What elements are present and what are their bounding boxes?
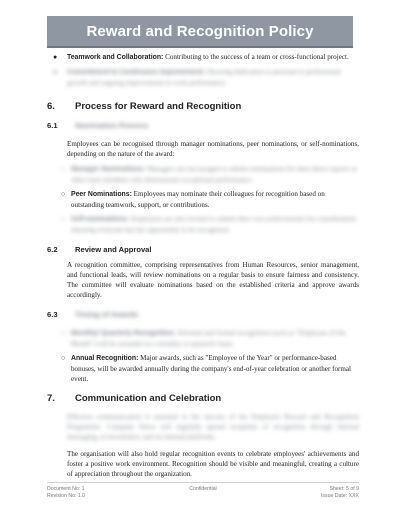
header-bar: [47, 16, 353, 48]
bullet-icon: ●: [53, 68, 58, 76]
subsection-title: Review and Approval: [75, 245, 152, 254]
section-number: 7.: [47, 393, 55, 404]
paragraph: A recognition committee, comprising representatives from Human Resources, senior management, and functional leads, will review nominations on a regular basis to ensure fairness and consistency. The committee will evaluate nominations based on the established criteria and approve awards accordingly.: [67, 261, 359, 299]
list-item: [61, 214, 359, 235]
issue-date: Issue Date: XXX: [320, 493, 359, 499]
subsection-title: Timing of Awards: [75, 310, 139, 319]
bullet-title: Teamwork and Collaboration:: [67, 54, 164, 61]
list-item: [47, 52, 359, 63]
sheet-number: Sheet: 5 of 9: [329, 486, 359, 492]
subsection-number: 6.2: [47, 245, 58, 254]
bullet-title: Monthly/ Quarterly Recognition:: [71, 330, 176, 337]
paragraph: The organisation will also hold regular recognition events to celebrate employees' achievements and foster a positive work environment. Recognition should be visible and meaningful, creating a culture of appreciation throughout the organization.: [67, 450, 359, 478]
bullet-icon: ○: [61, 215, 66, 223]
bullet-text: Managers are encouraged to submit nominations for their direct reports or other team members who demonstrate exceptional performance.: [71, 165, 358, 184]
subsection-title: Nomination Process: [75, 121, 149, 130]
list-item: [61, 164, 359, 185]
bullet-icon: ○: [61, 190, 66, 198]
subsection-number: 6.3: [47, 310, 58, 319]
subsection-heading: [47, 121, 359, 131]
paragraph: Employees can be recognised through manager nominations, peer nominations, or self-nominations, depending on the nature of the award:: [67, 140, 359, 158]
bullet-text: Informal and formal recognition (such as "Employee of the Month") will be awarded on a monthly or quarterly basis.: [71, 329, 346, 348]
page-footer: [47, 482, 359, 500]
revision-number: Revision No: 1.0: [47, 493, 86, 499]
bullet-text: Employees are also invited to submit their own achievements for consideration, ensuring everyone has the opportunity to be recognised.: [71, 215, 357, 234]
section-heading: [47, 394, 359, 404]
bullet-icon: ○: [61, 329, 66, 337]
document-content: [47, 50, 359, 483]
bullet-icon: ○: [61, 354, 66, 362]
bullet-title: Manager Nominations:: [71, 166, 146, 173]
footer-right: [321, 486, 359, 500]
bullet-title: Self-nominations:: [71, 216, 130, 223]
list-item: [61, 189, 359, 210]
bullet-text: Contributing to the success of a team or cross-functional project.: [165, 53, 349, 61]
list-item: [61, 328, 359, 349]
bullet-title: Annual Recognition:: [71, 355, 139, 362]
subsection-heading: [47, 245, 359, 255]
paragraph: Effective communication is essential to the success of the Employee Reward and Recognition Programme. Company News will regularly spread recipients of recognition through internal messaging, at newsletters, and on internal platforms.: [67, 413, 359, 441]
footer-left: [47, 486, 85, 500]
confidential-label: Confidential: [189, 486, 217, 492]
list-item: [61, 353, 359, 384]
subsection-heading: [47, 310, 359, 320]
subsection-number: 6.1: [47, 121, 58, 130]
section-title: Communication and Celebration: [75, 393, 222, 404]
bullet-text: Showing dedication to personal or professional growth and ongoing improvement in work performance.: [67, 68, 341, 87]
page-title: Reward and Recognition Policy: [86, 22, 314, 40]
section-title: Process for Reward and Recognition: [75, 101, 242, 112]
bullet-text: Major awards, such as "Employee of the Year" or performance-based bonuses, will be awarded annually during the company's end-of-year celebration or another formal event.: [71, 354, 352, 383]
bullet-icon: ○: [61, 165, 66, 173]
bullet-title: Peer Nominations:: [71, 191, 132, 198]
bullet-icon: ●: [53, 53, 58, 61]
list-item: [47, 67, 359, 88]
bullet-text: Employees may nominate their colleagues for recognition based on outstanding teamwork, support, or contributions.: [71, 190, 325, 209]
document-number: Document No: 1: [47, 486, 85, 492]
section-number: 6.: [47, 101, 55, 112]
bullet-title: Commitment to Continuous Improvement:: [67, 69, 206, 76]
section-heading: [47, 102, 359, 112]
